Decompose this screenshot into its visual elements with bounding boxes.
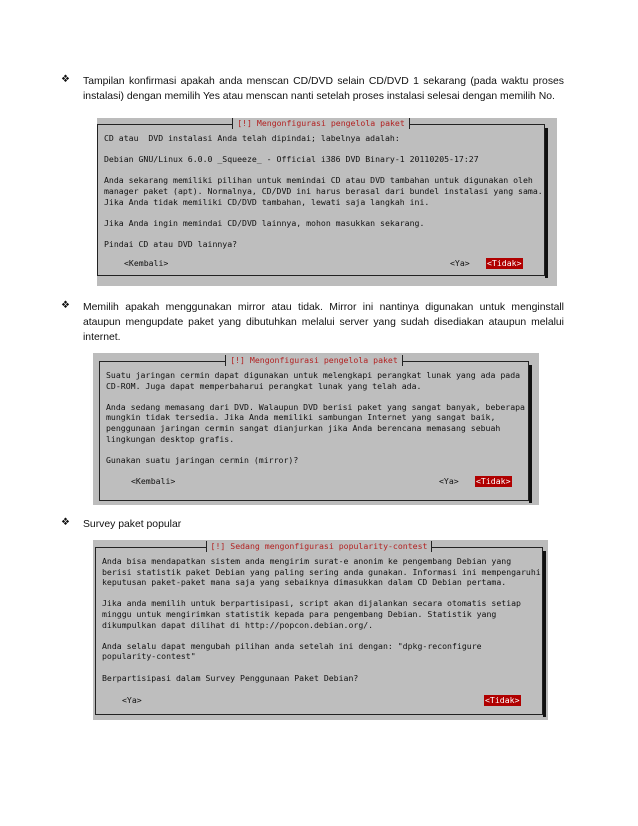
dialog-paragraph: Suatu jaringan cermin dapat digunakan untuk melengkapi perangkat lunak yang ada pada CD-ROM. Juga dapat memperbaharui perangkat lunak yang telah ada. <box>106 370 521 391</box>
yes-button[interactable]: <Ya> <box>450 258 470 268</box>
dialog-shadow <box>529 365 532 503</box>
caption-text: Survey paket popular <box>83 519 182 530</box>
screenshot-1 <box>97 118 557 286</box>
dialog-paragraph: Anda sedang memasang dari DVD. Walaupun DVD berisi paket yang sangat banyak, beberapa mungkin tidak tersedia. Jika Anda memiliki sambungan Internet yang sangat baik, penggunaan jaringan cermin sangat dianjurkan jika Anda berencana memasang sebuah lingkungan desktop grafis. <box>106 401 525 444</box>
dialog-title: [!] Sedang mengonfigurasi popularity-contest <box>206 541 433 552</box>
dialog-paragraph: CD atau DVD instalasi Anda telah dipindai; labelnya adalah: <box>104 133 400 143</box>
no-button[interactable]: <Tidak> <box>487 258 522 268</box>
installer-dialog <box>95 541 543 715</box>
no-button[interactable]: <Tidak> <box>476 476 511 486</box>
installer-dialog <box>97 118 545 276</box>
diamond-bullet-icon: ❖ <box>61 517 70 528</box>
bullet-paragraph-1 <box>61 74 564 104</box>
dialog-paragraph: Anda sekarang memiliki pilihan untuk memindai CD atau DVD tambahan untuk digunakan oleh manager paket (apt). Normalnya, CD/DVD ini harus berasal dari bundel instalasi yang sama. Jika Anda tidak memiliki CD/DVD tambahan, lewati saja langkah ini. <box>104 175 543 207</box>
bullet-paragraph-3 <box>61 517 564 532</box>
dialog-paragraph: Anda selalu dapat mengubah pilihan anda setelah ini dengan: "dpkg-reconfigure popularity-contest" <box>102 640 482 662</box>
dialog-paragraph: Jika anda memilih untuk berpartisipasi, script akan dijalankan secara otomatis setiap minggu untuk mengirimkan statistik kepada para pengembang Debian. Statistik yang dikumpulkan dapat dilihat di http://popcon.debian.org/. <box>102 598 521 630</box>
dialog-paragraph: Pindai CD atau DVD lainnya? <box>104 238 238 249</box>
screenshot-3 <box>93 540 548 720</box>
caption-text: Memilih apakah menggunakan mirror atau tidak. Mirror ini nantinya digunakan untuk menginstall ataupun mengupdate paket yang dibutuhkan melalui server yang sudah disediakan ataupun melalui internet. <box>83 302 564 343</box>
dialog-title: [!] Mengonfigurasi pengelola paket <box>232 118 410 129</box>
caption-text: Tampilan konfirmasi apakah anda menscan CD/DVD selain CD/DVD 1 sekarang (pada waktu proses instalasi) dengan memilih Yes atau menscan nanti setelah proses instalasi selesai dengan memilih No. <box>83 76 564 102</box>
dialog-paragraph: Berpartisipasi dalam Survey Penggunaan Paket Debian? <box>102 672 359 683</box>
yes-button[interactable]: <Ya> <box>122 695 142 705</box>
back-button[interactable]: <Kembali> <box>131 476 176 486</box>
diamond-bullet-icon: ❖ <box>61 300 70 311</box>
dialog-title: [!] Mengonfigurasi pengelola paket <box>225 355 403 366</box>
screenshot-2 <box>93 353 539 505</box>
installer-dialog <box>99 355 529 501</box>
dialog-paragraph: Jika Anda ingin memindai CD/DVD lainnya, mohon masukkan sekarang. <box>104 217 425 228</box>
dialog-paragraph: Gunakan suatu jaringan cermin (mirror)? <box>106 454 299 465</box>
dialog-shadow <box>545 128 548 278</box>
dialog-shadow <box>543 551 546 717</box>
dialog-paragraph: Debian GNU/Linux 6.0.0 _Squeeze_ - Official i386 DVD Binary-1 20110205-17:27 <box>104 154 479 165</box>
dialog-paragraph: Anda bisa mendapatkan sistem anda mengirim surat-e anonim ke pengembang Debian yang berisi statistik paket Debian yang paling sering anda gunakan. Informasi ini mempengaruhi keputusan paket-paket mana saja yang sebaiknya dimasukkan dalam CD Debian pertama. <box>102 556 541 588</box>
no-button[interactable]: <Tidak> <box>485 695 520 705</box>
bullet-paragraph-2 <box>61 300 564 345</box>
diamond-bullet-icon: ❖ <box>61 74 70 85</box>
back-button[interactable]: <Kembali> <box>124 258 169 268</box>
yes-button[interactable]: <Ya> <box>439 476 459 486</box>
